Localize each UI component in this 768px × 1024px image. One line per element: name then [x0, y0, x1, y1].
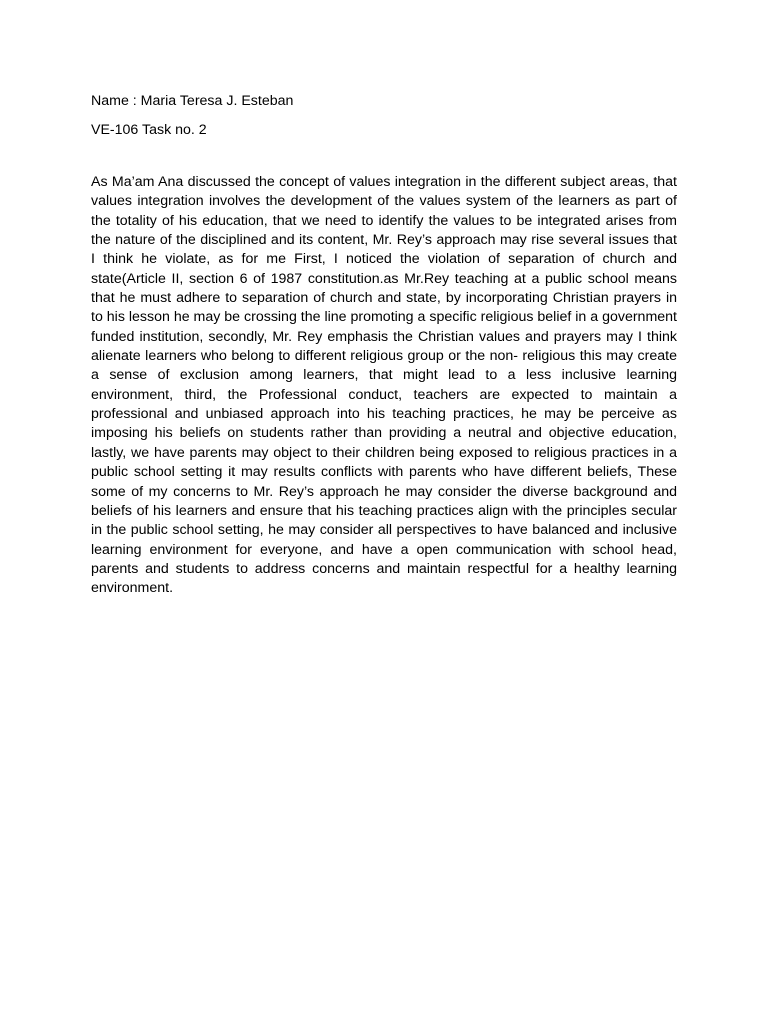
task-title-line: VE-106 Task no. 2	[91, 122, 207, 138]
student-name-line: Name : Maria Teresa J. Esteban	[91, 93, 294, 109]
essay-paragraph: As Ma’am Ana discussed the concept of values integration in the different subject areas, that values integration involves the development of the values system of the learners as part of the totality of his education, that we need to identify the values to be integrated arises from the nature of the disciplined and its content, Mr. Rey’s approach may rise several issues that I think he violate, as for me First, I noticed the violation of separation of church and state(Article II, section 6 of 1987 constitution.as Mr.Rey teaching at a public school means that he must adhere to separation of church and state, by incorporating Christian prayers in to his lesson he may be crossing the line promoting a specific religious belief in a government funded institution, secondly, Mr. Rey emphasis the Christian values and prayers may I think alienate learners who belong to different religious group or the non- religious this may create a sense of exclusion among learners, that might lead to a less inclusive learning environment, third, the Professional conduct, teachers are expected to maintain a professional and unbiased approach into his teaching practices, he may be perceive as imposing his beliefs on students rather than providing a neutral and objective education, lastly, we have parents may object to their children being exposed to religious practices in a public school setting it may results conflicts with parents who have different beliefs, These some of my concerns to Mr. Rey’s approach he may consider the diverse background and beliefs of his learners and ensure that his teaching practices align with the principles secular in the public school setting, he may consider all perspectives to have balanced and inclusive learning environment for everyone, and have a open communication with school head, parents and students to address concerns and maintain respectful for a healthy learning environment.	[91, 174, 677, 597]
document-content	[91, 92, 677, 599]
